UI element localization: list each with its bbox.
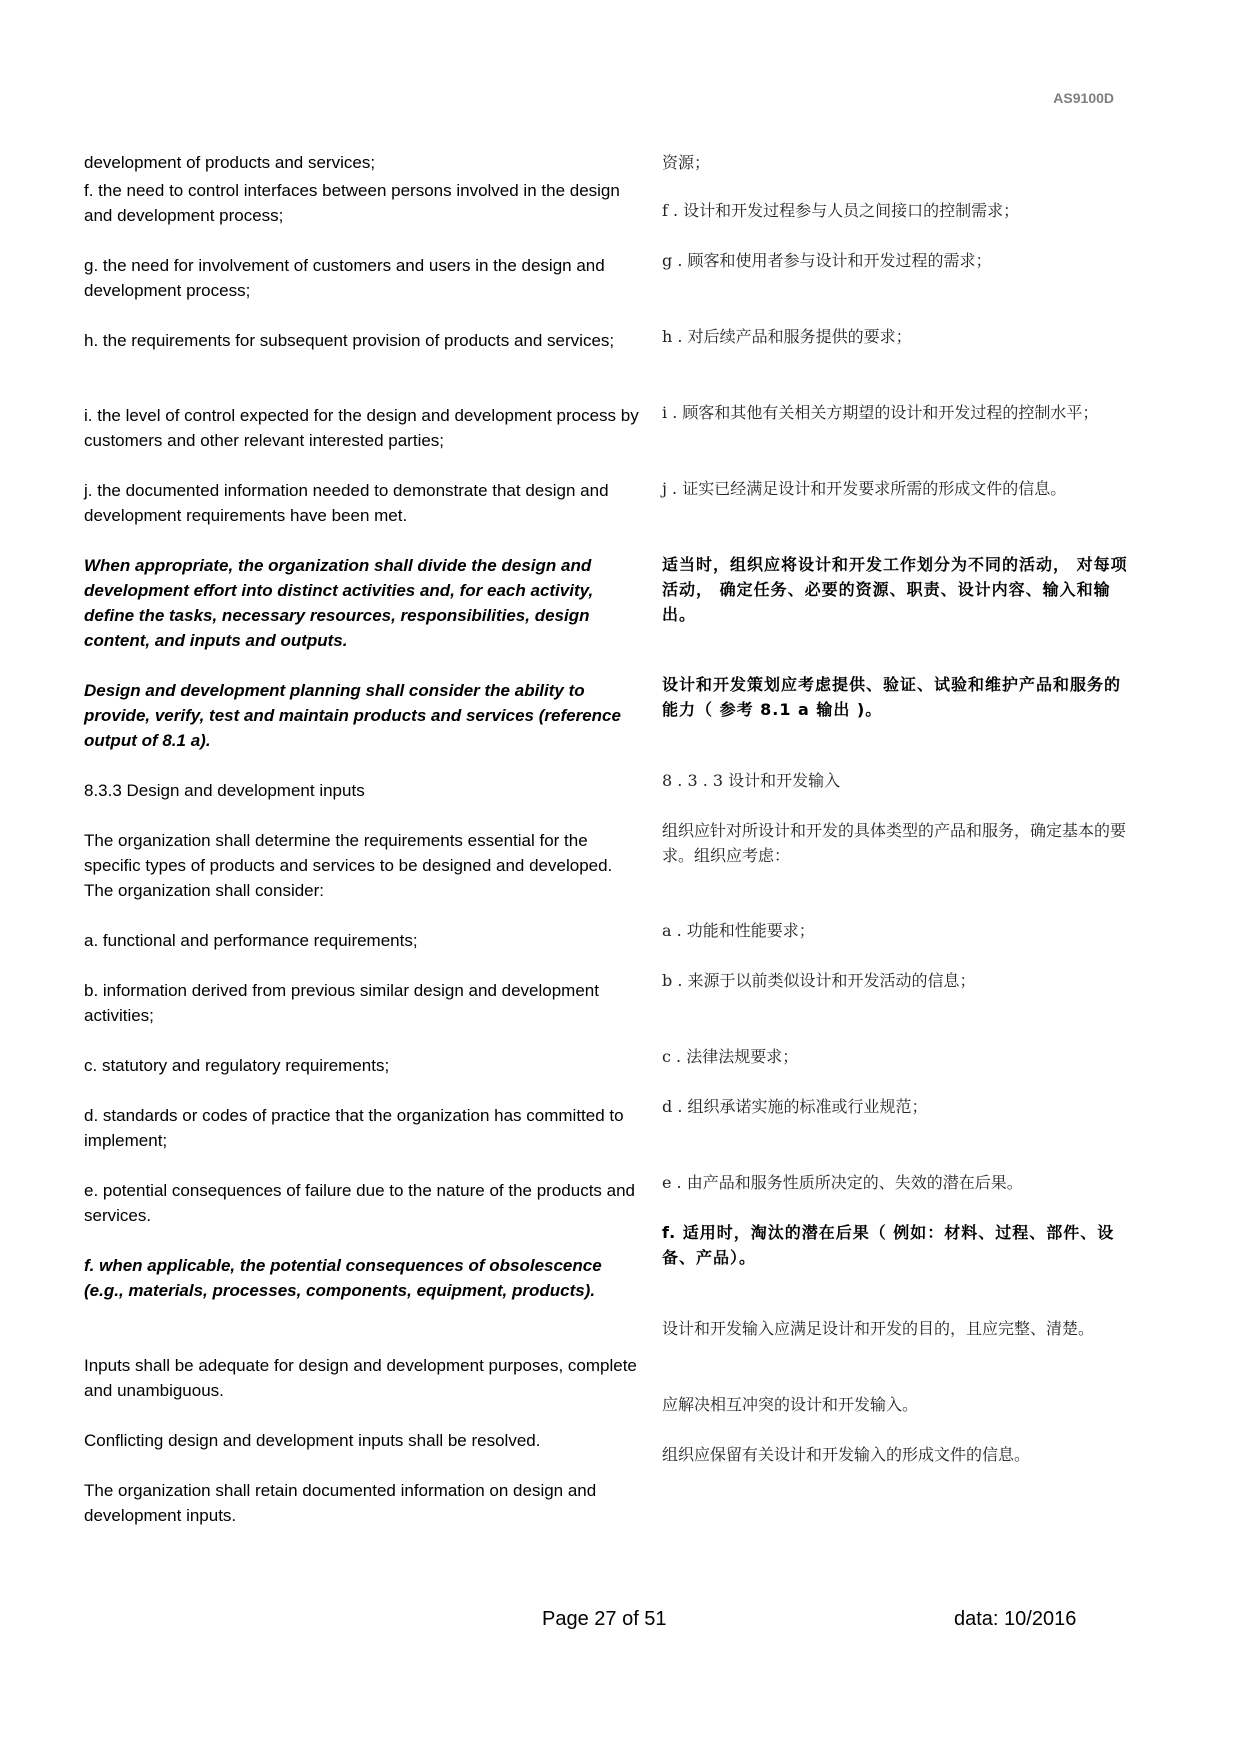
zh-para: b . 来源于以前类似设计和开发活动的信息； bbox=[662, 971, 976, 990]
zh-para: 组织应保留有关设计和开发输入的形成文件的信息。 bbox=[662, 1445, 1031, 1464]
en-para: b. information derived from previous similar design and development activities; bbox=[84, 981, 599, 1025]
zh-para-emphasis: 设计和开发策划应考虑提供、验证、试验和维护产品和服务的能力（ 参考 8.1 a 输出 )。 bbox=[662, 675, 1122, 719]
en-para-emphasis: Design and development planning shall consider the ability to provide, verify, test and maintain products and services (reference output of 8.1 a). bbox=[84, 681, 621, 750]
en-para: g. the need for involvement of customers and users in the design and development process; bbox=[84, 256, 605, 300]
doc-code: AS9100D bbox=[1053, 90, 1114, 106]
zh-para-emphasis: f. 适用时，淘汰的潜在后果（ 例如：材料、过程、部件、设备、产品）。 bbox=[662, 1223, 1115, 1267]
en-para-emphasis: When appropriate, the organization shall divide the design and development effort into distinct activities and, for each activity, define the tasks, necessary resources, responsibilities, design content, and inputs and outputs. bbox=[84, 556, 594, 650]
document-date: data: 10/2016 bbox=[954, 1608, 1077, 1630]
zh-para: g . 顾客和使用者参与设计和开发过程的需求； bbox=[662, 251, 992, 270]
zh-para: j . 证实已经满足设计和开发要求所需的形成文件的信息。 bbox=[662, 479, 1067, 498]
en-para-emphasis: f. when applicable, the potential consequences of obsolescence (e.g., materials, processes, components, equipment, products). bbox=[84, 1256, 602, 1300]
zh-para: 应解决相互冲突的设计和开发输入。 bbox=[662, 1395, 919, 1414]
en-para: c. statutory and regulatory requirements; bbox=[84, 1056, 390, 1075]
zh-para: c . 法律法规要求； bbox=[662, 1047, 799, 1066]
zh-para: 组织应针对所设计和开发的具体类型的产品和服务，确定基本的要求。组织应考虑： bbox=[662, 821, 1127, 865]
zh-para: h . 对后续产品和服务提供的要求； bbox=[662, 327, 912, 346]
en-para: a. functional and performance requirements; bbox=[84, 931, 418, 950]
en-para: e. potential consequences of failure due to the nature of the products and services. bbox=[84, 1181, 635, 1225]
zh-para: 资源； bbox=[662, 153, 711, 172]
zh-para: a . 功能和性能要求； bbox=[662, 921, 815, 940]
en-section-heading: 8.3.3 Design and development inputs bbox=[84, 781, 365, 800]
en-para: The organization shall determine the requirements essential for the specific types of products and services to be designed and developed. The organization shall consider: bbox=[84, 831, 613, 900]
zh-para-emphasis: 适当时，组织应将设计和开发工作划分为不同的活动， 对每项活动， 确定任务、必要的资源、职责、设计内容、输入和输出。 bbox=[662, 555, 1128, 624]
zh-para: f . 设计和开发过程参与人员之间接口的控制需求； bbox=[662, 201, 1020, 220]
zh-para: e . 由产品和服务性质所决定的、失效的潜在后果。 bbox=[662, 1173, 1023, 1192]
zh-para: d . 组织承诺实施的标准或行业规范； bbox=[662, 1097, 928, 1116]
en-para: development of products and services; bbox=[84, 153, 376, 172]
en-para: i. the level of control expected for the design and development process by customers and other relevant interested parties; bbox=[84, 406, 639, 450]
zh-section-heading: 8 . 3 . 3 设计和开发输入 bbox=[662, 771, 841, 790]
en-para: h. the requirements for subsequent provision of products and services; bbox=[84, 331, 615, 350]
en-para: d. standards or codes of practice that the organization has committed to implement; bbox=[84, 1106, 624, 1150]
en-para: f. the need to control interfaces between persons involved in the design and development process; bbox=[84, 181, 620, 225]
page-number: Page 27 of 51 bbox=[542, 1608, 667, 1630]
en-para: j. the documented information needed to demonstrate that design and development requirements have been met. bbox=[84, 481, 609, 525]
zh-para: i . 顾客和其他有关相关方期望的设计和开发过程的控制水平； bbox=[662, 403, 1099, 422]
en-para: Inputs shall be adequate for design and development purposes, complete and unambiguous. bbox=[84, 1356, 637, 1400]
en-para: Conflicting design and development inputs shall be resolved. bbox=[84, 1431, 541, 1450]
zh-para: 设计和开发输入应满足设计和开发的目的，且应完整、清楚。 bbox=[662, 1319, 1095, 1338]
en-para: The organization shall retain documented information on design and development inputs. bbox=[84, 1481, 597, 1525]
